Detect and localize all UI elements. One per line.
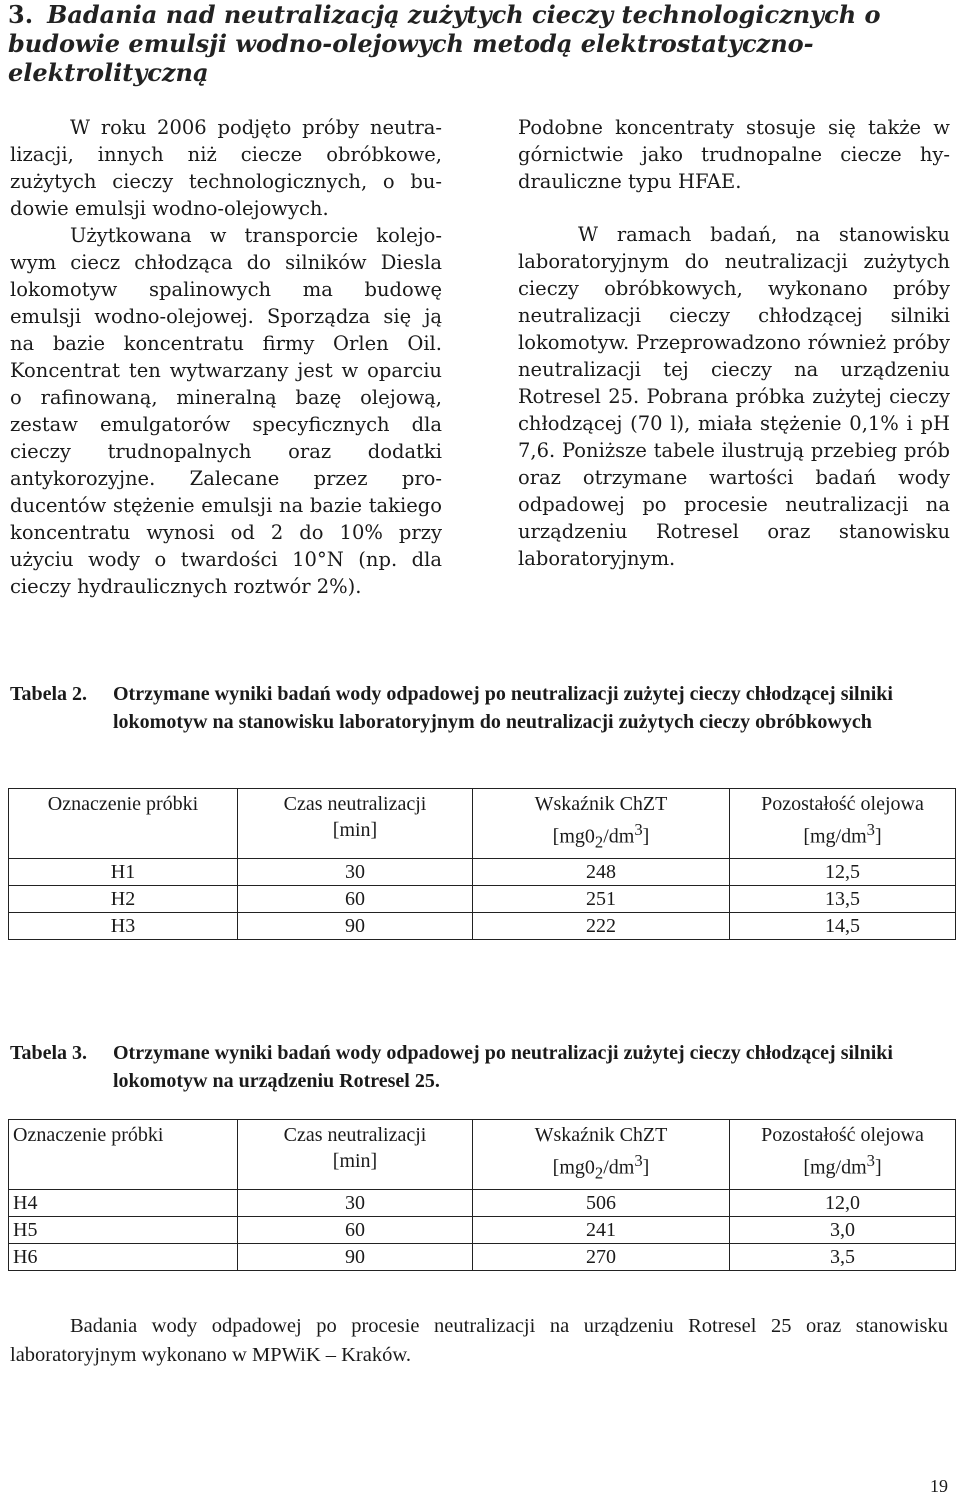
table3-cell-time: 90	[238, 1243, 473, 1270]
table2	[8, 788, 956, 940]
table2-header-chzt: Wskaźnik ChZT $[mg0_2/dm^3]$	[473, 789, 730, 859]
table2-header-oil: Pozostałość olejowa $[mg/dm^3]$	[730, 789, 956, 859]
table3-cell-sample: H5	[9, 1216, 238, 1243]
table3-header-row	[9, 1120, 956, 1190]
table2-cell-sample: H2	[9, 885, 238, 912]
left-paragraph-2: Użytkowana w transporcie kolejowym ciecz chłodząca do silników Diesla lokomotyw spalinowych ma budowę emulsji wodno-olejowej. Sporządza się ją na bazie koncentratu firmy Orlen Oil. Koncentrat ten wytwarzany jest w oparciu o rafinowaną, mineralną bazę olejową, zestaw emulgatorów specyficznych dla cieczy trudnopalnych oraz dodatki antykorozyjne. Zalecane przez producentów stężenie emulsji na bazie takiego koncentratu wynosi od 2 do 10% przy użyciu wody o twardości 10°N (np. dla cieczy hydraulicznych roztwór 2%).	[10, 224, 442, 598]
table3-header-sample: Oznaczenie próbki	[9, 1120, 238, 1190]
table3-header-oil: Pozostałość olejowa $[mg/dm^3]$	[730, 1120, 956, 1190]
table2-caption-text: Otrzymane wyniki badań wody odpadowej po neutralizacji zużytej cieczy chłodzącej silniki lokomotyw na stanowisku laboratoryjnym do neutralizacji zużytych cieczy obróbkowych	[113, 683, 893, 733]
section-number: 3.	[8, 0, 34, 29]
table-row	[9, 1216, 956, 1243]
table2-cell-sample: H1	[9, 858, 238, 885]
right-paragraph-1: Podobne koncentraty stosuje się także w górnictwie jako trudnopalne ciecze hydrauliczne typu HFAE.	[518, 116, 950, 193]
closing-text: Badania wody odpadowej po procesie neutralizacji na urządzeniu Rotresel 25 oraz stanowisku laboratoryjnym wykonano w MPWiK – Kraków.	[10, 1315, 948, 1366]
table2-header-time: Czas neutralizacji [min]	[238, 789, 473, 859]
table3-cell-chzt: 270	[473, 1243, 730, 1270]
table3-header-chzt: Wskaźnik ChZT $[mg0_2/dm^3]$	[473, 1120, 730, 1190]
table3	[8, 1119, 956, 1271]
page-number: 19	[930, 1476, 948, 1496]
table2-header-row	[9, 789, 956, 859]
table3-cell-oil: 3,5	[730, 1243, 956, 1270]
table3-header-time: Czas neutralizacji [min]	[238, 1120, 473, 1190]
right-column	[518, 114, 950, 572]
table2-cell-time: 30	[238, 858, 473, 885]
section-title: Badania nad neutralizacją zużytych cieczy technologicznych o budowie emulsji wodno-olejowych metodą elektrostatyczno-elektrolityczną	[8, 0, 881, 87]
section-heading	[8, 0, 953, 87]
table3-cell-time: 30	[238, 1189, 473, 1216]
table2-cell-oil: 14,5	[730, 912, 956, 939]
left-column	[10, 114, 442, 600]
table3-cell-time: 60	[238, 1216, 473, 1243]
table2-cell-chzt: 222	[473, 912, 730, 939]
table2-cell-chzt: 251	[473, 885, 730, 912]
table3-cell-sample: H4	[9, 1189, 238, 1216]
closing-paragraph	[10, 1312, 948, 1370]
table2-cell-time: 60	[238, 885, 473, 912]
table2-cell-oil: 13,5	[730, 885, 956, 912]
right-paragraph-2: W ramach badań, na stanowisku laboratoryjnym do neutralizacji zużytych cieczy obróbkowych, wykonano próby neutralizacji cieczy chłodzącej silniki lokomotyw. Przeprowadzono również próby neutralizacji tej cieczy na urządzeniu Rotresel 25. Pobrana próbka zużytej cieczy chłodzącej (70 l), miała stężenie 0,1% i pH 7,6. Poniższe tabele ilustrują przebieg prób oraz otrzymane wartości badań wody odpadowej po procesie neutralizacji na urządzeniu Rotresel oraz stanowisku laboratoryjnym.	[518, 223, 950, 570]
table2-cell-oil: 12,5	[730, 858, 956, 885]
left-paragraph-1: W roku 2006 podjęto próby neutralizacji, innych niż ciecze obróbkowe, zużytych cieczy technologicznych, o budowie emulsji wodno-olejowych.	[10, 116, 442, 220]
table-row	[9, 1243, 956, 1270]
table3-caption-text: Otrzymane wyniki badań wody odpadowej po neutralizacji zużytej cieczy chłodzącej silniki lokomotyw na urządzeniu Rotresel 25.	[113, 1042, 893, 1092]
table3-cell-chzt: 241	[473, 1216, 730, 1243]
table-row	[9, 1189, 956, 1216]
table2-caption	[10, 680, 950, 736]
table-row	[9, 885, 956, 912]
table2-cell-chzt: 248	[473, 858, 730, 885]
table3-cell-oil: 3,0	[730, 1216, 956, 1243]
table3-cell-chzt: 506	[473, 1189, 730, 1216]
table-row	[9, 858, 956, 885]
table3-cell-oil: 12,0	[730, 1189, 956, 1216]
table2-cell-time: 90	[238, 912, 473, 939]
table2-header-sample: Oznaczenie próbki	[9, 789, 238, 859]
table3-cell-sample: H6	[9, 1243, 238, 1270]
table3-caption	[10, 1039, 950, 1095]
table3-label: Tabela 3.	[10, 1042, 88, 1064]
table2-cell-sample: H3	[9, 912, 238, 939]
table2-label: Tabela 2.	[10, 683, 88, 705]
table-row	[9, 912, 956, 939]
